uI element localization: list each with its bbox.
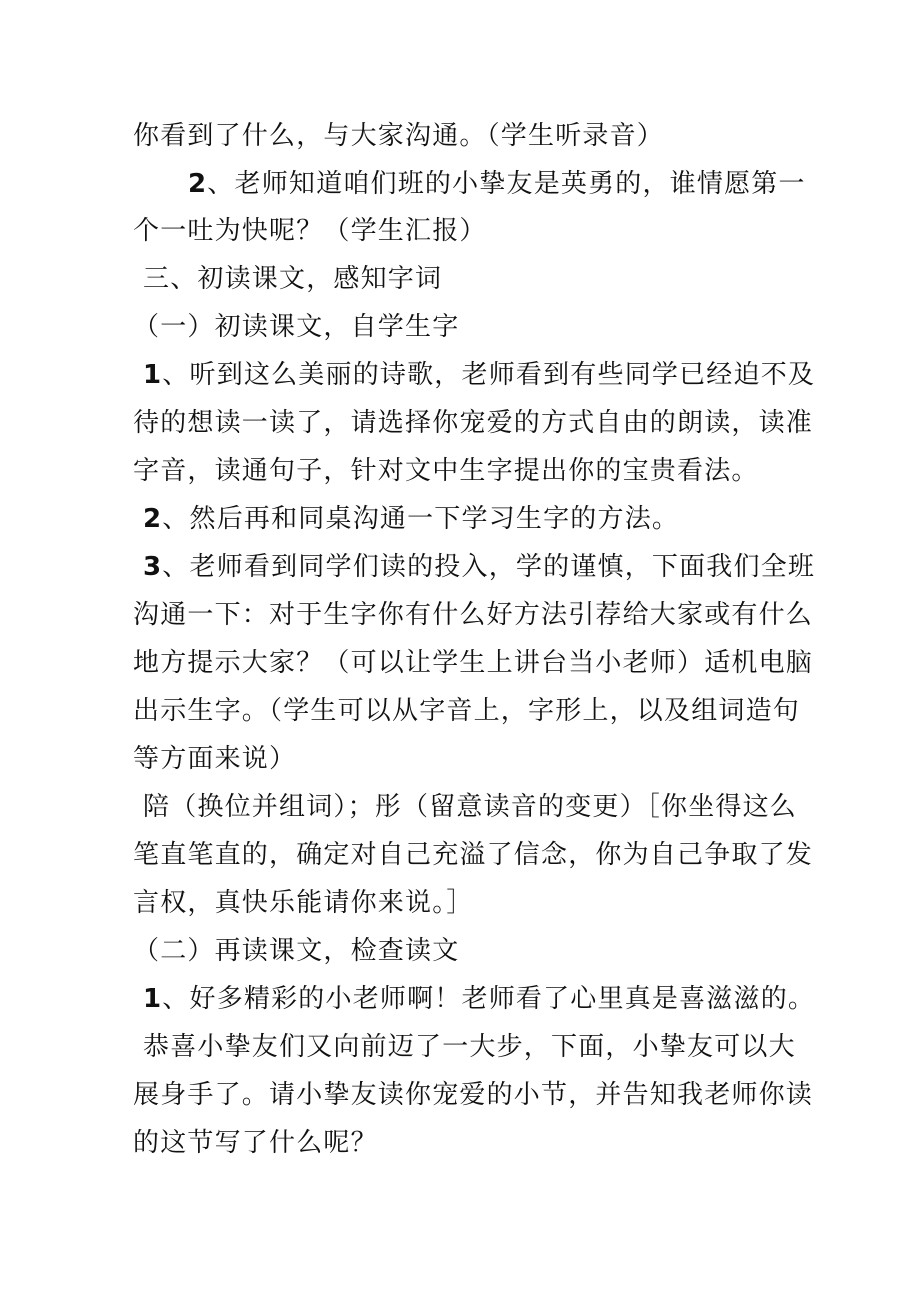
item-number: 3: [143, 552, 163, 582]
text-line: 的这节写了什么呢？: [133, 1128, 378, 1158]
item-number: 1: [143, 984, 163, 1014]
text-line: 待的想读一读了，请选择你宠爱的方式自由的朗读，读准: [133, 408, 814, 438]
item-number: 2: [188, 169, 208, 199]
text-line: 字音，读通句子，针对文中生字提出你的宝贵看法。: [133, 456, 759, 486]
item-number: 2: [143, 504, 163, 534]
text-line: 沟通一下：对于生字你有什么好方法引荐给大家或有什么: [133, 600, 814, 630]
text-line: 3、老师看到同学们读的投入，学的谨慎，下面我们全班: [143, 552, 816, 582]
subsection-heading: （一）初读课文，自学生字: [133, 312, 460, 342]
text-line: 1、好多精彩的小老师啊！老师看了心里真是喜滋滋的。: [143, 984, 816, 1014]
text-line: 出示生字。（学生可以从字音上，字形上，以及组词造句: [133, 696, 801, 726]
text-line: 你看到了什么，与大家沟通。（学生听录音）: [133, 121, 665, 151]
subsection-heading: （二）再读课文，检查读文: [133, 936, 460, 966]
text-line: 恭喜小挚友们又向前迈了一大步，下面，小挚友可以大: [143, 1032, 796, 1062]
text-line: 2、然后再和同桌沟通一下学习生字的方法。: [143, 504, 680, 534]
text-line: 地方提示大家？（可以让学生上讲台当小老师）适机电脑: [133, 648, 814, 678]
text-line: 个一吐为快呢？（学生汇报）: [133, 216, 487, 246]
text-line: 陪（换位并组词）；彤（留意读音的变更）［你坐得这么: [143, 792, 798, 822]
item-number: 1: [143, 360, 163, 390]
text-line: 2、老师知道咱们班的小挚友是英勇的，谁情愿第一: [188, 169, 806, 199]
section-heading: 三、初读课文，感知字词: [143, 264, 443, 294]
text-line: 1、听到这么美丽的诗歌，老师看到有些同学已经迫不及: [143, 360, 816, 390]
text-line: 言权，真快乐能请你来说。］: [133, 888, 474, 918]
text-line: 笔直笔直的，确定对自己充溢了信念，你为自己争取了发: [133, 840, 814, 870]
text-line: 展身手了。请小挚友读你宠爱的小节，并告知我老师你读: [133, 1080, 814, 1110]
text-line: 等方面来说）: [133, 744, 297, 774]
